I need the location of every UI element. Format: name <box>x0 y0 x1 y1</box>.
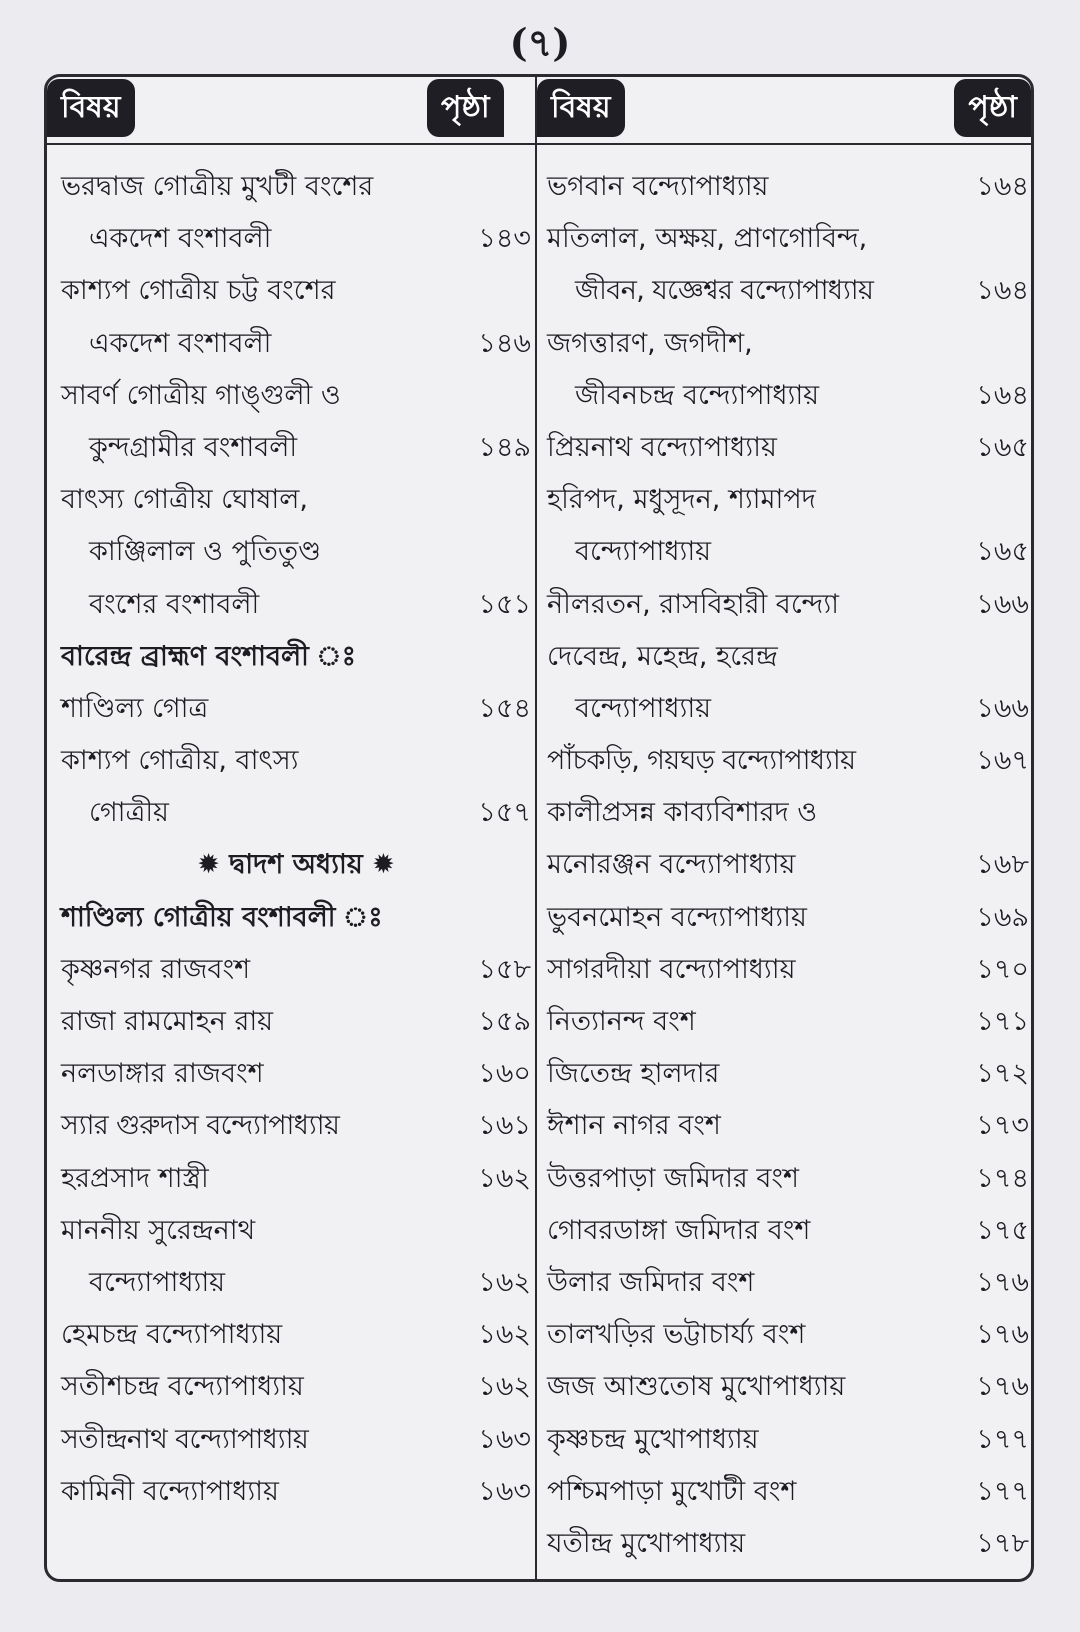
toc-entry-title: কালীপ্রসন্ন কাব্যবিশারদ ও <box>547 797 818 829</box>
table-of-contents <box>44 74 1034 1582</box>
toc-entry-left <box>61 787 531 839</box>
page-header-left: পৃষ্ঠা <box>427 79 504 137</box>
toc-entry-title: শাণ্ডিল্য গোত্র <box>61 692 209 724</box>
toc-entry-page: ১৪৩ <box>478 223 531 255</box>
toc-entry-page: ১৬৪ <box>976 275 1029 307</box>
toc-entry-title: কাঞ্জিলাল ও পুতিতুণ্ড <box>89 536 322 568</box>
page-header-right: পৃষ্ঠা <box>954 79 1031 137</box>
toc-entry-title: কাশ্যপ গোত্রীয়, বাৎস্য <box>61 745 299 777</box>
toc-entry-page: ১৫৯ <box>478 1006 531 1037</box>
toc-entry-title: মতিলাল, অক্ষয়, প্রাণগোবিন্দ, <box>547 223 868 255</box>
toc-entry-page: ১৬০ <box>478 1058 531 1090</box>
toc-entry-title: জীবন, যজ্ঞেশ্বর বন্দ্যোপাধ্যায় <box>575 275 874 307</box>
toc-entry-title: প্রিয়নাথ বন্দ্যোপাধ্যায় <box>547 431 777 463</box>
toc-entry-page: ১৬৭ <box>976 745 1029 777</box>
toc-entry-title: মাননীয় সুরেন্দ্রনাথ <box>61 1214 256 1246</box>
toc-entry-page: ১৭৭ <box>976 1423 1029 1455</box>
toc-entry-title: উত্তরপাড়া জমিদার বংশ <box>547 1162 799 1194</box>
toc-entry-page: ১৬৫ <box>976 431 1029 463</box>
toc-entry-title: কৃষ্ণচন্দ্র মুখোপাধ্যায় <box>547 1423 759 1455</box>
toc-entry-title: বন্দ্যোপাধ্যায় <box>575 536 712 568</box>
toc-entry-title: একদেশ বংশাবলী <box>89 223 272 255</box>
toc-entry-title: দেবেন্দ্র, মহেন্দ্র, হরেন্দ্র <box>547 640 778 672</box>
toc-entry-page: ১৭৮ <box>976 1527 1029 1559</box>
toc-entry-title: কুন্দগ্রামীর বংশাবলী <box>89 431 298 463</box>
toc-entry-page: ১৪৬ <box>478 327 531 359</box>
toc-entry-right <box>547 944 1029 996</box>
toc-entry-page: ১৬২ <box>478 1266 531 1298</box>
toc-entry-page: ১৭৬ <box>976 1266 1029 1298</box>
toc-entry-left <box>61 1100 531 1152</box>
toc-entry-right <box>547 161 1029 213</box>
toc-entry-page: ১৬৫ <box>976 536 1029 568</box>
toc-entry-right <box>547 370 1029 422</box>
right-column <box>547 161 1029 1570</box>
toc-entry-right <box>547 683 1029 735</box>
toc-entry-title: জজ আশুতোষ মুখোপাধ্যায় <box>547 1371 846 1403</box>
toc-entry-title: সতীশচন্দ্র বন্দ্যোপাধ্যায় <box>61 1371 304 1403</box>
toc-entry-title: বারেন্দ্র ব্রাহ্মণ বংশাবলী ঃ <box>61 640 356 672</box>
toc-entry-page: ১৬৩ <box>478 1423 531 1455</box>
toc-entry-title: নিত্যানন্দ বংশ <box>547 1006 696 1037</box>
toc-entry-left <box>61 1257 531 1309</box>
toc-entry-title: সাগরদীয়া বন্দ্যোপাধ্যায় <box>547 953 796 985</box>
toc-entry-title: সতীন্দ্রনাথ বন্দ্যোপাধ্যায় <box>61 1423 309 1455</box>
toc-entry-title: ভগবান বন্দ্যোপাধ্যায় <box>547 171 769 202</box>
toc-entry-left <box>61 526 531 578</box>
subject-header-left: বিষয় <box>47 79 135 137</box>
toc-entry-page: ১৫৭ <box>478 797 531 829</box>
toc-entry-right <box>547 265 1029 317</box>
toc-entry-left <box>61 1414 531 1466</box>
toc-entry-title: শাণ্ডিল্য গোত্রীয় বংশাবলী ঃ <box>61 901 383 933</box>
toc-entry-left <box>61 735 531 787</box>
toc-entry-page: ১৬১ <box>478 1110 531 1142</box>
left-column <box>61 161 531 1518</box>
toc-entry-title: বন্দ্যোপাধ্যায় <box>89 1266 226 1298</box>
toc-entry-right <box>547 1518 1029 1570</box>
toc-entry-title: ঈশান নাগর বংশ <box>547 1110 721 1142</box>
toc-entry-title: নলডাঙ্গার রাজবংশ <box>61 1058 264 1090</box>
toc-entry-left <box>61 1205 531 1257</box>
toc-entry-left <box>61 474 531 526</box>
toc-entry-title: রাজা রামমোহন রায় <box>61 1006 274 1037</box>
toc-entry-title: পাঁচকড়ি, গয়ঘড় বন্দ্যোপাধ্যায় <box>547 745 856 777</box>
toc-entry-page: ১৭২ <box>976 1058 1029 1090</box>
toc-entry-page: ১৭৩ <box>976 1110 1029 1142</box>
toc-entry-right <box>547 735 1029 787</box>
toc-entry-right <box>547 1257 1029 1309</box>
toc-entry-title: পশ্চিমপাড়া মুখোটী বংশ <box>547 1475 797 1507</box>
toc-entry-title: হেমচন্দ্র বন্দ্যোপাধ্যায় <box>61 1319 283 1351</box>
toc-entry-left <box>61 839 531 891</box>
toc-entry-right <box>547 787 1029 839</box>
toc-entry-title: গোবরডাঙ্গা জমিদার বংশ <box>547 1214 811 1246</box>
toc-entry-title: জিতেন্দ্র হালদার <box>547 1058 720 1090</box>
toc-entry-page: ১৬২ <box>478 1371 531 1403</box>
toc-entry-title: ভরদ্বাজ গোত্রীয় মুখটী বংশের <box>61 171 374 202</box>
toc-entry-page: ১৭৫ <box>976 1214 1029 1246</box>
toc-entry-left <box>61 1361 531 1413</box>
toc-entry-left <box>61 683 531 735</box>
toc-entry-right <box>547 1309 1029 1361</box>
toc-entry-left <box>61 213 531 265</box>
toc-entry-title: কাশ্যপ গোত্রীয় চট্ট বংশের <box>61 275 336 307</box>
toc-entry-title: ভুবনমোহন বন্দ্যোপাধ্যায় <box>547 901 807 933</box>
toc-entry-title: একদেশ বংশাবলী <box>89 327 272 359</box>
toc-entry-page: ১৭৪ <box>976 1162 1029 1194</box>
toc-entry-right <box>547 1466 1029 1518</box>
toc-entry-page: ১৬৪ <box>976 171 1029 202</box>
toc-entry-title: গোত্রীয় <box>89 797 169 829</box>
toc-entry-left <box>61 1466 531 1518</box>
toc-entry-title: কামিনী বন্দ্যোপাধ্যায় <box>61 1475 279 1507</box>
toc-entry-title: ✹ দ্বাদশ অধ্যায় ✹ <box>197 849 395 881</box>
toc-entry-page: ১৫৮ <box>478 953 531 985</box>
toc-entry-page: ১৬৬ <box>976 692 1029 724</box>
toc-entry-right <box>547 631 1029 683</box>
toc-entry-right <box>547 892 1029 944</box>
toc-entry-left <box>61 370 531 422</box>
toc-entry-left <box>61 631 531 683</box>
toc-entry-left <box>61 265 531 317</box>
toc-entry-right <box>547 1414 1029 1466</box>
toc-entry-page: ১৬২ <box>478 1319 531 1351</box>
table-header <box>47 77 1031 145</box>
toc-entry-title: মনোরঞ্জন বন্দ্যোপাধ্যায় <box>547 849 796 881</box>
toc-entry-title: জীবনচন্দ্র বন্দ্যোপাধ্যায় <box>575 379 820 411</box>
toc-entry-left <box>61 1309 531 1361</box>
toc-entry-left <box>61 1048 531 1100</box>
toc-entry-left <box>61 579 531 631</box>
toc-entry-right <box>547 318 1029 370</box>
toc-entry-page: ১৭০ <box>976 953 1029 985</box>
toc-entry-right <box>547 839 1029 891</box>
toc-entry-title: হরপ্রসাদ শাস্ত্রী <box>61 1162 209 1194</box>
toc-entry-right <box>547 1153 1029 1205</box>
toc-entry-left <box>61 1153 531 1205</box>
toc-entry-left <box>61 422 531 474</box>
toc-entry-page: ১৫৪ <box>478 692 531 724</box>
toc-entry-title: জগত্তারণ, জগদীশ, <box>547 327 753 359</box>
toc-entry-title: তালখড়ির ভট্টাচার্য্য বংশ <box>547 1319 806 1351</box>
toc-entry-right <box>547 526 1029 578</box>
toc-entry-left <box>61 161 531 213</box>
toc-entry-page: ১৬৮ <box>976 849 1029 881</box>
toc-entry-right <box>547 579 1029 631</box>
toc-entry-right <box>547 1100 1029 1152</box>
toc-entry-right <box>547 1205 1029 1257</box>
toc-entry-page: ১৭৬ <box>976 1319 1029 1351</box>
toc-entry-left <box>61 944 531 996</box>
toc-entry-title: যতীন্দ্র মুখোপাধ্যায় <box>547 1527 746 1559</box>
toc-entry-right <box>547 1048 1029 1100</box>
toc-entry-right <box>547 474 1029 526</box>
toc-entry-title: বন্দ্যোপাধ্যায় <box>575 692 712 724</box>
subject-header-right: বিষয় <box>537 79 625 137</box>
toc-entry-page: ১৬২ <box>478 1162 531 1194</box>
toc-entry-title: বংশের বংশাবলী <box>89 588 260 620</box>
toc-entry-right <box>547 996 1029 1048</box>
toc-entry-title: হরিপদ, মধুসূদন, শ্যামাপদ <box>547 484 816 516</box>
toc-entry-title: নীলরতন, রাসবিহারী বন্দ্যো <box>547 588 839 620</box>
toc-entry-page: ১৬৪ <box>976 379 1029 411</box>
toc-entry-page: ১৫১ <box>478 588 531 620</box>
toc-entry-right <box>547 1361 1029 1413</box>
column-divider <box>535 77 537 1579</box>
toc-entry-page: ১৪৯ <box>478 431 531 463</box>
toc-entry-right <box>547 422 1029 474</box>
toc-entry-page: ১৬৯ <box>976 901 1029 933</box>
toc-entry-title: স্যার গুরুদাস বন্দ্যোপাধ্যায় <box>61 1110 340 1142</box>
toc-entry-page: ১৭১ <box>976 1006 1029 1037</box>
page-number: (৭) <box>509 20 571 65</box>
toc-entry-title: কৃষ্ণনগর রাজবংশ <box>61 953 251 985</box>
toc-entry-page: ১৭৭ <box>976 1475 1029 1507</box>
toc-entry-title: সাবর্ণ গোত্রীয় গাঙ্গুলী ও <box>61 379 341 411</box>
toc-entry-page: ১৬৬ <box>976 588 1029 620</box>
toc-entry-left <box>61 996 531 1048</box>
toc-entry-title: উলার জমিদার বংশ <box>547 1266 755 1298</box>
toc-entry-right <box>547 213 1029 265</box>
toc-entry-left <box>61 892 531 944</box>
toc-entry-title: বাৎস্য গোত্রীয় ঘোষাল, <box>61 484 308 516</box>
toc-entry-page: ১৬৩ <box>478 1475 531 1507</box>
toc-entry-page: ১৭৬ <box>976 1371 1029 1403</box>
toc-entry-left <box>61 318 531 370</box>
